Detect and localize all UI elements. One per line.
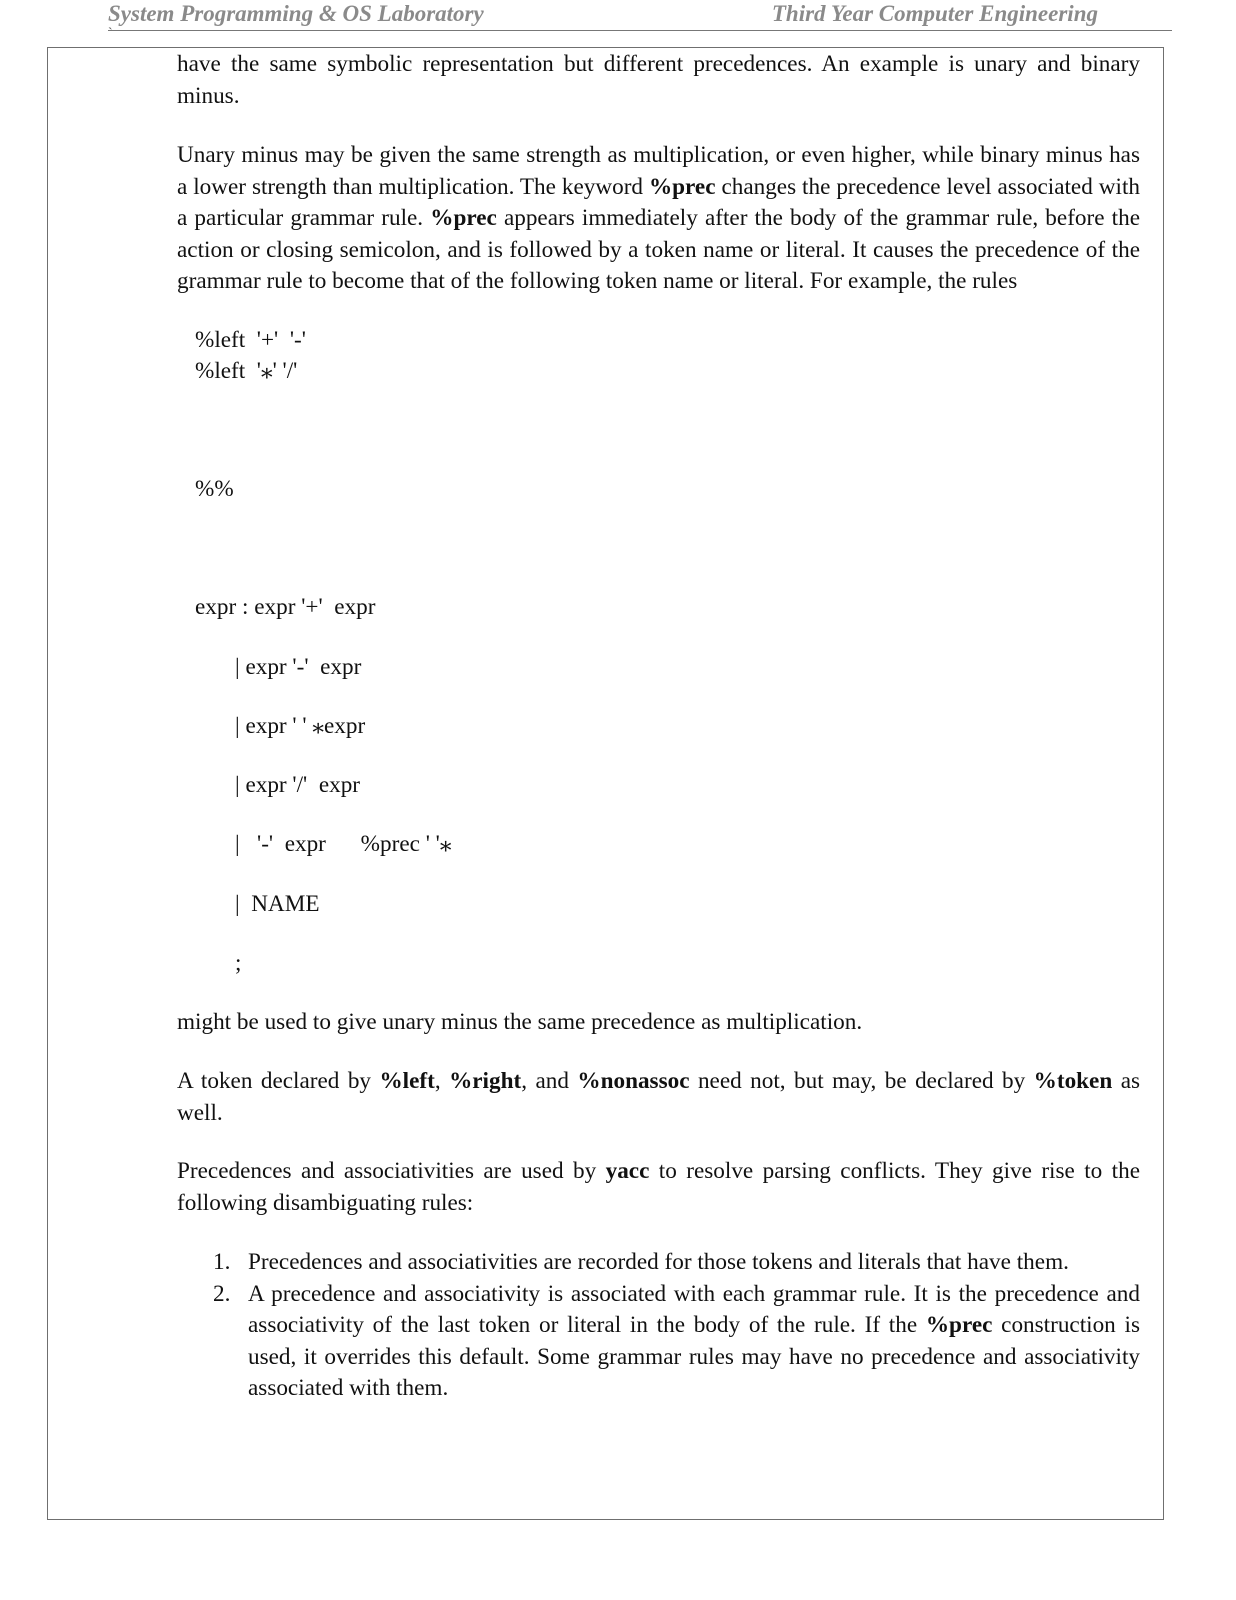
code-line: | '-' expr %prec ' '⁎ <box>235 831 452 857</box>
header-mark: ` <box>108 26 113 41</box>
list-item-text: Precedences and associativities are recorded for those tokens and literals that have them. <box>248 1249 1069 1275</box>
keyword-right: %right <box>449 1068 522 1094</box>
text-run: as well. <box>177 1068 1141 1126</box>
text-run: to resolve parsing conflicts. They give rise to the following disambiguating rules: <box>177 1158 1140 1216</box>
paragraph-yacc-conflicts <box>177 1156 1140 1219</box>
header-course-title: System Programming & OS Laboratory <box>108 1 484 26</box>
text-run: Precedences and associativities are used by <box>177 1158 606 1184</box>
code-line: %left '⁎' '/' <box>195 358 298 384</box>
keyword-prec: %prec <box>925 1312 993 1338</box>
list-item-text: construction is used, it overrides this default. Some grammar rules may have no precedence and associativity associated with them. <box>248 1312 1140 1401</box>
keyword-nonassoc: %nonassoc <box>577 1068 690 1094</box>
paragraph-intro-text: have the same symbolic representation but different precedences. An example is unary and binary minus. <box>177 51 1140 109</box>
code-line: %left '+' '-' <box>195 327 306 353</box>
keyword-prec: %prec <box>430 205 497 231</box>
keyword-left: %left <box>379 1068 435 1094</box>
list-item-text: A precedence and associativity is associated with each grammar rule. It is the precedence and associativity of the last token or literal in the body of the rule. If the <box>248 1280 1140 1338</box>
code-line: %% <box>195 476 234 502</box>
text-run: appears immediately after the body of the grammar rule, before the action or closing semicolon, and is followed by a token name or literal. It causes the precedence of the grammar rule to become that of the following token name or literal. For example, the rules <box>177 205 1140 294</box>
list-item-number: 1. <box>213 1249 231 1275</box>
text-run: A token declared by <box>177 1068 380 1094</box>
keyword-prec: %prec <box>648 173 716 200</box>
code-line: | NAME <box>235 891 320 917</box>
code-line: | expr '-' expr <box>235 654 362 680</box>
paragraph-token-declared <box>177 1066 1140 1129</box>
text-run: , and <box>521 1068 578 1094</box>
text-run: need not, but may, be declared by <box>689 1068 1034 1094</box>
keyword-yacc: yacc <box>605 1158 650 1184</box>
code-line: | expr '/' expr <box>235 772 361 798</box>
paragraph-prec-keyword <box>177 140 1140 298</box>
list-item-number: 2. <box>213 1280 231 1307</box>
text-run: , <box>434 1068 450 1094</box>
keyword-token: %token <box>1033 1068 1113 1094</box>
paragraph-intro <box>177 49 1140 112</box>
text-run: Unary minus may be given the same strength as multiplication, or even higher, while binary minus has a lower strength than multiplication. The keyword <box>177 142 1140 200</box>
code-line: | expr ' ' ⁎expr <box>235 713 366 739</box>
text-run: changes the precedence level associated with a particular grammar rule. <box>177 173 1140 231</box>
list-item <box>177 1279 1140 1405</box>
code-line: expr : expr '+' expr <box>195 594 376 620</box>
page-header <box>108 0 1172 31</box>
disambiguating-rules-list <box>177 1247 1140 1405</box>
list-item <box>177 1247 1140 1279</box>
code-line: ; <box>235 950 242 976</box>
header-class-title: Third Year Computer Engineering <box>771 1 1098 26</box>
paragraph-unary-minus <box>177 1007 1140 1039</box>
text-run: might be used to give unary minus the same precedence as multiplication. <box>177 1009 863 1035</box>
